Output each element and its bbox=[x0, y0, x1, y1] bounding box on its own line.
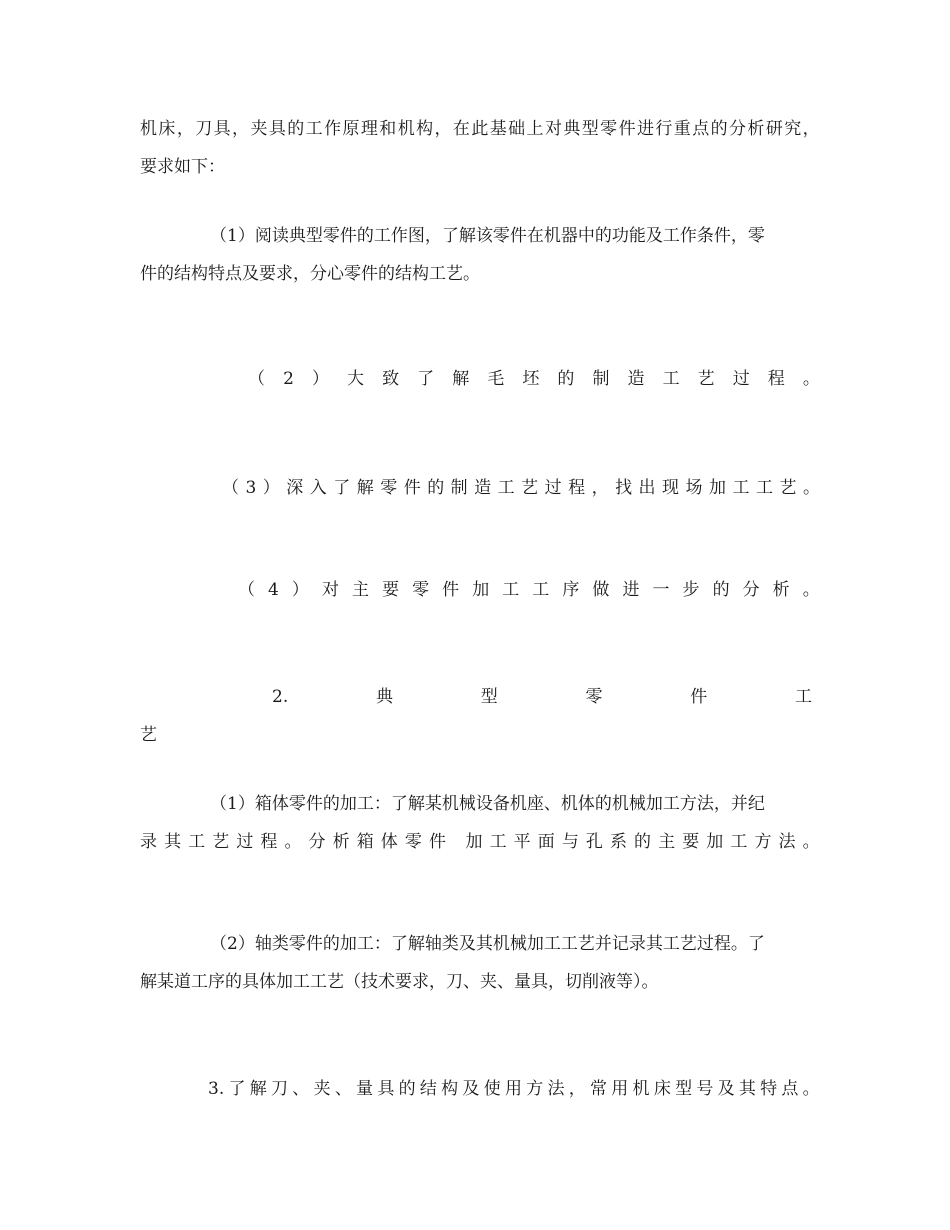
paragraph-intro-line-2: 要求如下： bbox=[140, 157, 225, 177]
glyph: 工 bbox=[730, 832, 748, 852]
glyph: 零 bbox=[585, 687, 603, 707]
glyph: 床 bbox=[158, 119, 176, 139]
glyph: 工 bbox=[305, 119, 323, 139]
glyph: 致 bbox=[382, 369, 400, 389]
glyph: 、 bbox=[292, 1079, 310, 1099]
glyph: 过 bbox=[236, 832, 254, 852]
glyph: 艺 bbox=[779, 478, 797, 498]
glyph: 析 bbox=[747, 119, 765, 139]
glyph: 法 bbox=[547, 1079, 565, 1099]
glyph: 具 bbox=[268, 119, 286, 139]
glyph: 3 bbox=[245, 478, 257, 498]
glyph: 。 bbox=[802, 369, 820, 389]
glyph: 解 bbox=[356, 478, 374, 498]
glyph: 刀 bbox=[195, 119, 213, 139]
glyph: 场 bbox=[685, 478, 703, 498]
glyph: 上 bbox=[526, 119, 544, 139]
glyph: 加 bbox=[706, 832, 724, 852]
section-2-heading bbox=[272, 683, 812, 712]
glyph: 4 bbox=[268, 580, 279, 600]
glyph: 机 bbox=[140, 119, 157, 139]
glyph: 零 bbox=[600, 119, 618, 139]
glyph: 析 bbox=[332, 832, 350, 852]
glyph: 具 bbox=[377, 1079, 395, 1099]
glyph: 。 bbox=[284, 832, 302, 852]
glyph: 的 bbox=[557, 369, 575, 389]
item-1-line-1: （1）阅读典型零件的工作图，了解该零件在机器中的功能及工作条件，零 bbox=[210, 226, 765, 246]
glyph: 找 bbox=[615, 478, 633, 498]
glyph: 入 bbox=[309, 478, 327, 498]
item-3 bbox=[222, 474, 820, 503]
glyph: 夹 bbox=[313, 1079, 331, 1099]
paragraph-intro-line-1 bbox=[140, 115, 820, 144]
glyph: 理 bbox=[360, 119, 378, 139]
glyph: 工 bbox=[662, 369, 680, 389]
glyph: 造 bbox=[474, 478, 492, 498]
glyph: 程 bbox=[767, 369, 785, 389]
glyph: 的 bbox=[712, 580, 730, 600]
glyph: 进 bbox=[622, 580, 640, 600]
glyph: 体 bbox=[380, 832, 398, 852]
glyph: 此 bbox=[471, 119, 489, 139]
glyph: 常 bbox=[590, 1079, 608, 1099]
glyph: 大 bbox=[347, 369, 365, 389]
glyph: 坯 bbox=[522, 369, 540, 389]
glyph: 和 bbox=[379, 119, 397, 139]
glyph: 平 bbox=[513, 832, 531, 852]
glyph: 工 bbox=[755, 478, 773, 498]
glyph: 箱 bbox=[356, 832, 374, 852]
glyph: 型 bbox=[675, 1079, 693, 1099]
item-1-line-2: 件的结构特点及要求，分心零件的结构工艺。 bbox=[140, 264, 480, 284]
glyph: 的 bbox=[634, 832, 652, 852]
glyph: 法 bbox=[778, 832, 796, 852]
glyph: 结 bbox=[419, 1079, 437, 1099]
glyph: 艺 bbox=[212, 832, 230, 852]
glyph: 机 bbox=[632, 1079, 650, 1099]
glyph: 的 bbox=[427, 478, 445, 498]
glyph: 件 bbox=[403, 478, 421, 498]
glyph: 机 bbox=[397, 119, 415, 139]
section-3 bbox=[208, 1075, 820, 1104]
glyph: 加 bbox=[709, 478, 726, 498]
glyph: 点 bbox=[781, 1079, 799, 1099]
glyph: 型 bbox=[480, 687, 498, 707]
glyph bbox=[453, 828, 458, 857]
glyph: 其 bbox=[164, 832, 182, 852]
glyph: ， bbox=[802, 119, 820, 139]
glyph: 基 bbox=[489, 119, 507, 139]
glyph: 进 bbox=[636, 119, 654, 139]
glyph: 件 bbox=[690, 687, 708, 707]
glyph: 制 bbox=[450, 478, 468, 498]
glyph: ， bbox=[434, 119, 452, 139]
glyph: 对 bbox=[544, 119, 562, 139]
glyph: 工 bbox=[794, 687, 812, 707]
glyph: 的 bbox=[398, 1079, 416, 1099]
sub-item-2-line-1: （2）轴类零件的加工：了解轴类及其机械加工工艺并记录其工艺过程。了 bbox=[210, 934, 765, 954]
section-2-heading-continued: 艺 bbox=[140, 725, 157, 745]
glyph: 主 bbox=[658, 832, 676, 852]
item-4 bbox=[238, 576, 820, 605]
glyph: （ bbox=[248, 369, 265, 389]
glyph: 析 bbox=[772, 580, 790, 600]
glyph: 典 bbox=[563, 119, 581, 139]
glyph: ， bbox=[232, 119, 250, 139]
glyph: ） bbox=[291, 580, 309, 600]
glyph: 过 bbox=[544, 478, 562, 498]
glyph: （ bbox=[238, 580, 255, 600]
glyph: 工 bbox=[489, 832, 507, 852]
glyph: 典 bbox=[375, 687, 393, 707]
glyph: 程 bbox=[568, 478, 586, 498]
glyph: 工 bbox=[188, 832, 206, 852]
glyph: 加 bbox=[465, 832, 483, 852]
glyph: 原 bbox=[342, 119, 360, 139]
glyph: 。 bbox=[802, 832, 820, 852]
glyph: 出 bbox=[638, 478, 656, 498]
glyph: 行 bbox=[655, 119, 673, 139]
glyph: 零 bbox=[380, 478, 398, 498]
glyph: 方 bbox=[526, 1079, 544, 1099]
glyph: 孔 bbox=[585, 832, 603, 852]
glyph: 及 bbox=[462, 1079, 480, 1099]
glyph: 工 bbox=[732, 478, 750, 498]
glyph: 3. bbox=[208, 1079, 225, 1099]
glyph: 解 bbox=[452, 369, 470, 389]
glyph: 2. bbox=[272, 687, 289, 707]
glyph: 构 bbox=[441, 1079, 459, 1099]
glyph: 要 bbox=[382, 580, 400, 600]
glyph: 件 bbox=[442, 580, 460, 600]
glyph: 在 bbox=[452, 119, 470, 139]
glyph: 要 bbox=[682, 832, 700, 852]
glyph: 了 bbox=[333, 478, 351, 498]
glyph: 主 bbox=[352, 580, 370, 600]
glyph: 步 bbox=[682, 580, 700, 600]
glyph: 研 bbox=[765, 119, 783, 139]
glyph: 件 bbox=[428, 832, 446, 852]
glyph: 解 bbox=[249, 1079, 267, 1099]
glyph: 现 bbox=[662, 478, 680, 498]
glyph: 及 bbox=[717, 1079, 735, 1099]
glyph: 具 bbox=[213, 119, 231, 139]
glyph: 工 bbox=[532, 580, 550, 600]
glyph: 系 bbox=[609, 832, 627, 852]
glyph: 了 bbox=[228, 1079, 246, 1099]
glyph: 过 bbox=[732, 369, 750, 389]
glyph: 量 bbox=[356, 1079, 374, 1099]
glyph: 深 bbox=[286, 478, 304, 498]
glyph: 的 bbox=[287, 119, 305, 139]
sub-item-2-line-2: 解某道工序的具体加工工艺（技术要求，刀、夹、量具，切削液等）。 bbox=[140, 972, 659, 992]
glyph: 艺 bbox=[697, 369, 715, 389]
glyph: 方 bbox=[754, 832, 772, 852]
glyph: 毛 bbox=[487, 369, 505, 389]
glyph: 件 bbox=[618, 119, 636, 139]
glyph: 的 bbox=[710, 119, 728, 139]
glyph: 工 bbox=[502, 580, 520, 600]
glyph: （ bbox=[222, 478, 239, 498]
glyph: 。 bbox=[802, 1079, 820, 1099]
glyph: 了 bbox=[417, 369, 435, 389]
glyph: 床 bbox=[653, 1079, 671, 1099]
glyph: 零 bbox=[404, 832, 422, 852]
glyph: 艺 bbox=[521, 478, 539, 498]
glyph: 刀 bbox=[271, 1079, 289, 1099]
glyph: ） bbox=[262, 478, 280, 498]
glyph: 、 bbox=[334, 1079, 352, 1099]
glyph: 用 bbox=[504, 1079, 522, 1099]
glyph: 工 bbox=[497, 478, 515, 498]
glyph: 特 bbox=[760, 1079, 778, 1099]
glyph: 与 bbox=[561, 832, 579, 852]
glyph: 号 bbox=[696, 1079, 714, 1099]
glyph: 做 bbox=[592, 580, 610, 600]
glyph: 序 bbox=[562, 580, 580, 600]
glyph: 加 bbox=[472, 580, 490, 600]
glyph: 其 bbox=[738, 1079, 756, 1099]
glyph: ， bbox=[176, 119, 194, 139]
glyph: 础 bbox=[508, 119, 526, 139]
glyph: 点 bbox=[692, 119, 710, 139]
glyph: 用 bbox=[611, 1079, 629, 1099]
glyph: 制 bbox=[592, 369, 610, 389]
glyph: 面 bbox=[537, 832, 555, 852]
glyph: 型 bbox=[581, 119, 599, 139]
sub-item-1-line-2 bbox=[140, 828, 820, 857]
glyph: 分 bbox=[308, 832, 326, 852]
glyph: ， bbox=[591, 478, 609, 498]
glyph: 。 bbox=[802, 478, 820, 498]
glyph: 作 bbox=[324, 119, 342, 139]
glyph: 造 bbox=[627, 369, 645, 389]
glyph: 一 bbox=[652, 580, 670, 600]
glyph: 构 bbox=[416, 119, 434, 139]
glyph: 究 bbox=[784, 119, 802, 139]
glyph: 程 bbox=[260, 832, 278, 852]
item-2 bbox=[248, 365, 820, 394]
glyph: ） bbox=[311, 369, 329, 389]
glyph: 对 bbox=[321, 580, 339, 600]
glyph: 使 bbox=[483, 1079, 501, 1099]
glyph: 2 bbox=[283, 369, 294, 389]
glyph: 录 bbox=[140, 832, 157, 852]
glyph: 夹 bbox=[250, 119, 268, 139]
glyph: ， bbox=[568, 1079, 586, 1099]
glyph: 零 bbox=[412, 580, 430, 600]
glyph: 。 bbox=[802, 580, 820, 600]
glyph: 分 bbox=[742, 580, 760, 600]
sub-item-1-line-1: （1）箱体零件的加工：了解某机械设备机座、机体的机械加工方法，并纪 bbox=[210, 794, 765, 814]
glyph: 重 bbox=[673, 119, 691, 139]
glyph: 分 bbox=[729, 119, 746, 139]
